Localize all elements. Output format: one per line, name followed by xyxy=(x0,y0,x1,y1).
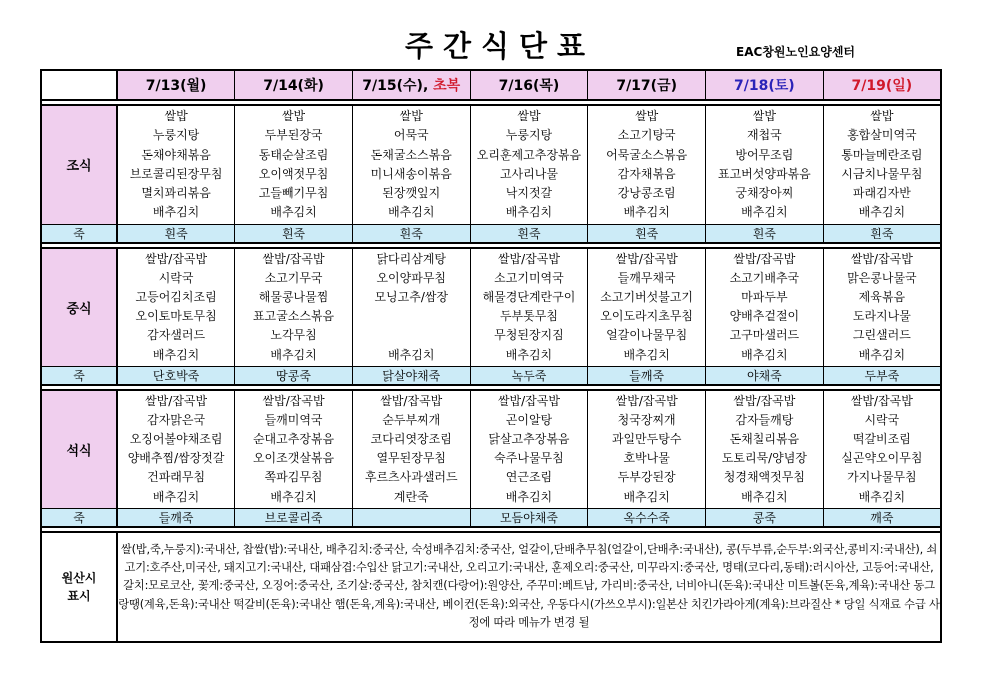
menu-item: 얼갈이나물무침 xyxy=(606,328,688,343)
menu-item: 배추김치 xyxy=(858,347,906,362)
porridge-item: 흰죽 xyxy=(235,224,353,243)
porridge-item: 들깨죽 xyxy=(117,508,235,527)
menu-cell xyxy=(470,105,588,224)
menu-item: 오리훈제고추장볶음 xyxy=(476,147,582,162)
menu-item: 계란죽 xyxy=(393,489,429,504)
menu-item: 고사리나물 xyxy=(499,166,558,181)
day-label: 7/15(수), xyxy=(362,78,434,94)
lunch-row xyxy=(41,248,941,367)
menu-item: 배추김치 xyxy=(623,205,670,220)
menu-cell xyxy=(352,248,470,367)
porridge-item: 깨죽 xyxy=(823,508,941,527)
menu-item: 파래김자반 xyxy=(852,185,911,200)
menu-cell xyxy=(588,105,706,224)
menu-item: 표고버섯양파볶음 xyxy=(717,166,811,181)
menu-item: 쌀밥/잡곡밥 xyxy=(497,393,560,408)
menu-item: 들깨미역국 xyxy=(264,412,323,427)
day-header xyxy=(117,70,235,100)
day-header xyxy=(235,70,353,100)
menu-cell xyxy=(823,105,941,224)
menu-item: 소고기버섯불고기 xyxy=(600,290,694,305)
porridge-item: 야채죽 xyxy=(706,367,824,386)
menu-item: 순두부찌개 xyxy=(382,412,441,427)
menu-item: 돈채칠리볶음 xyxy=(729,432,800,447)
menu-cell xyxy=(706,390,824,508)
menu-item: 쌀밥 xyxy=(399,109,423,124)
menu-item: 두부강된장 xyxy=(617,470,676,485)
menu-item: 실곤약오이무침 xyxy=(841,451,923,466)
menu-cell xyxy=(588,248,706,367)
lunch-label: 중식 xyxy=(41,248,117,367)
menu-item: 오이조갯살볶음 xyxy=(252,451,335,466)
menu-item: 고들빼기무침 xyxy=(258,185,329,200)
menu-item: 배추김치 xyxy=(741,205,788,220)
menu-item: 쌀밥/잡곡밥 xyxy=(733,251,796,266)
menu-item: 소고기탕국 xyxy=(617,128,676,143)
menu-item: 쌀밥/잡곡밥 xyxy=(615,251,678,266)
menu-item: 표고굴소스볶음 xyxy=(252,309,335,324)
porridge-item: 흰죽 xyxy=(470,224,588,243)
menu-item: 오징어볼야채조림 xyxy=(129,432,223,447)
menu-item: 배추김치 xyxy=(505,205,553,220)
menu-item: 쌀밥/잡곡밥 xyxy=(380,393,443,408)
menu-item: 쌀밥/잡곡밥 xyxy=(262,393,325,408)
menu-item: 배추김치 xyxy=(741,489,788,504)
menu-item: 과일만두탕수 xyxy=(611,432,682,447)
menu-cell xyxy=(470,390,588,508)
origin-label: 원산시 표시 xyxy=(41,532,117,642)
menu-item: 배추김치 xyxy=(505,489,553,504)
menu-item: 시락국 xyxy=(864,412,900,427)
menu-item: 쌀밥/잡곡밥 xyxy=(733,393,796,408)
corner-cell xyxy=(41,70,117,100)
menu-item: 미니새송이볶음 xyxy=(370,166,452,181)
menu-item: 배추김치 xyxy=(152,489,200,504)
day-header xyxy=(352,70,470,100)
menu-item: 해물콩나물찜 xyxy=(258,290,329,305)
menu-item: 연근조림 xyxy=(505,470,553,485)
porridge-item: 흰죽 xyxy=(588,224,706,243)
menu-cell xyxy=(352,390,470,508)
porridge-item: 브로콜리죽 xyxy=(235,508,353,527)
menu-item: 후르츠사과샐러드 xyxy=(364,470,458,485)
menu-item: 열무된장무침 xyxy=(376,451,447,466)
porridge-item: 흰죽 xyxy=(823,224,941,243)
menu-item: 쌀밥/잡곡밥 xyxy=(145,393,208,408)
menu-item: 어묵국 xyxy=(393,128,429,143)
day-label: 7/13(월) xyxy=(145,78,207,94)
menu-item: 쌀밥 xyxy=(870,109,894,124)
menu-item: 배추김치 xyxy=(152,347,200,362)
menu-cell xyxy=(470,248,588,367)
day-label: 7/19(일) xyxy=(851,78,913,94)
menu-item: 홍합살미역국 xyxy=(847,128,917,143)
menu-item: 두부된장국 xyxy=(264,128,323,143)
menu-item: 동태순살조림 xyxy=(258,147,329,162)
menu-item: 해물경단계란구이 xyxy=(482,290,576,305)
menu-cell xyxy=(235,248,353,367)
porridge-item: 흰죽 xyxy=(352,224,470,243)
day-header xyxy=(588,70,706,100)
menu-item: 청경채액젓무침 xyxy=(723,470,805,485)
porridge-item: 옥수수죽 xyxy=(588,508,706,527)
menu-item: 배추김치 xyxy=(858,489,906,504)
menu-item: 배추김치 xyxy=(270,347,317,362)
menu-item: 궁채장아찌 xyxy=(735,185,794,200)
dinner-row xyxy=(41,390,941,508)
menu-item: 배추김치 xyxy=(270,205,317,220)
lunch-porridge-row xyxy=(41,367,941,386)
menu-item: 통마늘메란조림 xyxy=(841,147,923,162)
breakfast-porridge-row xyxy=(41,224,941,243)
menu-item: 오이토마토무침 xyxy=(135,309,217,324)
porridge-item: 두부죽 xyxy=(823,367,941,386)
menu-item: 양배추찜/쌈장젓갈 xyxy=(127,451,225,466)
breakfast-row xyxy=(41,105,941,224)
menu-item: 강낭콩조림 xyxy=(617,185,676,200)
menu-item: 떡갈비조림 xyxy=(852,432,911,447)
menu-item: 모닝고추/쌈장 xyxy=(374,290,449,305)
menu-item: 쌀밥/잡곡밥 xyxy=(145,251,208,266)
menu-item: 쌀밥 xyxy=(752,109,776,124)
menu-item: 숙주나물무침 xyxy=(494,451,564,466)
menu-item: 시금치나물무침 xyxy=(841,166,923,181)
porridge-item: 단호박죽 xyxy=(117,367,235,386)
day-header xyxy=(706,70,824,100)
organization-name: EAC창원노인요양센터 xyxy=(736,45,856,59)
porridge-item: 콩죽 xyxy=(706,508,824,527)
menu-item: 방어무조림 xyxy=(735,147,794,162)
menu-item: 순대고추장볶음 xyxy=(252,432,335,447)
porridge-item: 흰죽 xyxy=(706,224,824,243)
day-note: 초복 xyxy=(433,78,461,94)
menu-item xyxy=(353,307,470,326)
menu-item: 들깨무채국 xyxy=(617,270,676,285)
menu-item: 배추김치 xyxy=(152,205,200,220)
menu-item: 배추김치 xyxy=(388,347,435,362)
menu-item: 쌀밥/잡곡밥 xyxy=(850,393,913,408)
porridge-item: 흰죽 xyxy=(117,224,235,243)
porridge-label: 죽 xyxy=(41,508,117,527)
menu-cell xyxy=(117,248,235,367)
porridge-label: 죽 xyxy=(41,367,117,386)
menu-item: 오이양파무침 xyxy=(376,270,447,285)
menu-cell xyxy=(235,390,353,508)
day-label: 7/16(목) xyxy=(498,78,560,94)
menu-item: 멸치꽈리볶음 xyxy=(141,185,211,200)
menu-item: 두부톳무침 xyxy=(499,309,558,324)
menu-item: 오이도라지초무침 xyxy=(600,309,694,324)
menu-item: 곤이알탕 xyxy=(505,412,553,427)
menu-item: 쌀밥 xyxy=(164,109,188,124)
menu-item: 돈채야채볶음 xyxy=(141,147,211,162)
menu-item: 배추김치 xyxy=(623,347,670,362)
day-label: 7/18(토) xyxy=(734,78,795,94)
menu-item: 쌀밥/잡곡밥 xyxy=(497,251,560,266)
dinner-porridge-row xyxy=(41,508,941,527)
menu-item: 쌀밥/잡곡밥 xyxy=(615,393,678,408)
menu-item: 누룽지탕 xyxy=(505,128,553,143)
menu-item: 그린샐러드 xyxy=(852,328,911,343)
menu-item: 소고기무국 xyxy=(264,270,323,285)
porridge-item: 모듬야채죽 xyxy=(470,508,588,527)
menu-cell xyxy=(706,248,824,367)
menu-item: 무청된장지짐 xyxy=(494,328,564,343)
menu-item: 건파래무침 xyxy=(147,470,206,485)
menu-item: 쌀밥/잡곡밥 xyxy=(262,251,325,266)
menu-item xyxy=(353,326,470,345)
menu-item: 도토리묵/양념장 xyxy=(721,451,807,466)
menu-cell xyxy=(706,105,824,224)
origin-row xyxy=(41,532,941,642)
menu-item: 쌀밥 xyxy=(281,109,306,124)
menu-cell xyxy=(823,248,941,367)
day-header xyxy=(470,70,588,100)
menu-item: 양배추겉절이 xyxy=(729,309,800,324)
menu-item: 배추김치 xyxy=(623,489,670,504)
menu-item: 닭살고추장볶음 xyxy=(488,432,570,447)
menu-item: 고구마샐러드 xyxy=(729,328,800,343)
day-header-row xyxy=(41,70,941,100)
menu-cell xyxy=(588,390,706,508)
weekly-menu-table xyxy=(40,69,942,643)
porridge-item: 들깨죽 xyxy=(588,367,706,386)
menu-item: 도라지나물 xyxy=(852,309,911,324)
porridge-item xyxy=(352,508,470,527)
menu-item: 청국장찌개 xyxy=(617,412,676,427)
menu-item: 누룽지탕 xyxy=(152,128,200,143)
menu-item: 감자샐러드 xyxy=(147,328,206,343)
origin-text: 쌀(밥,죽,누룽지):국내산, 찹쌀(밥):국내산, 배추김치:중국산, 숙성배추김치:중국산, 얼갈이,단배추무침(얼갈이,단배추:국내산), 콩(두부류,순두부:외국산,콩비지:국내산), 쇠고기:호주산,미국산, 돼지고기:국내산, 대패삼겹:수입산 닭고기:국내산, 오리고기:국내산, 훈제오리:중국산, 미꾸라지:중국산, 명태(코다리,동태):러시아산, 고등어:국내산, 갈치:모로코산, 꽃게:중국산, 오징어:중국산, 조기살:중국산, 참치캔(다랑어):원양산, 주꾸미:베트남, 가리비:중국산, 너비아니(돈육):국내산 미트볼(돈육,계육):국내산 동그랑땡(계육,돈육):국내산 떡갈비(돈육):국내산 햄(돈육,계육):국내산, 베이컨(돈육):외국산, 우동다시(가쓰오부시):일본산 치킨가라아게(계육):브라질산 * 당일 식재료 수급 사정에 따라 메뉴가 변경 될 xyxy=(117,532,941,642)
menu-item: 감자채볶음 xyxy=(617,166,676,181)
menu-item: 배추김치 xyxy=(388,205,435,220)
menu-item: 제육볶음 xyxy=(858,290,906,305)
menu-item: 된장깻잎지 xyxy=(382,185,441,200)
menu-item: 쌀밥/잡곡밥 xyxy=(850,251,913,266)
menu-item: 시락국 xyxy=(158,270,194,285)
porridge-item: 땅콩죽 xyxy=(235,367,353,386)
menu-cell xyxy=(352,105,470,224)
porridge-item: 닭살야채죽 xyxy=(352,367,470,386)
day-header xyxy=(823,70,941,100)
menu-cell xyxy=(823,390,941,508)
menu-item: 쌀밥 xyxy=(517,109,541,124)
day-label: 7/17(금) xyxy=(616,78,677,94)
porridge-item: 녹두죽 xyxy=(470,367,588,386)
menu-item: 소고기배추국 xyxy=(729,270,800,285)
menu-item: 호박나물 xyxy=(623,451,670,466)
breakfast-label: 조식 xyxy=(41,105,117,224)
menu-cell xyxy=(117,105,235,224)
menu-item: 어묵굴소스볶음 xyxy=(606,147,688,162)
menu-item: 코다리엿장조림 xyxy=(370,432,452,447)
menu-item: 노각무침 xyxy=(270,328,317,343)
porridge-label: 죽 xyxy=(41,224,117,243)
menu-item: 감자들깨탕 xyxy=(735,412,794,427)
menu-item: 마파두부 xyxy=(741,290,788,305)
menu-item: 맑은콩나물국 xyxy=(847,270,917,285)
menu-item: 배추김치 xyxy=(858,205,906,220)
menu-item: 감자맑은국 xyxy=(147,412,206,427)
menu-item: 배추김치 xyxy=(270,489,317,504)
page-title: 주간식단표 xyxy=(404,29,596,63)
menu-item: 고등어김치조림 xyxy=(135,290,217,305)
menu-item: 낙지젓갈 xyxy=(505,185,553,200)
menu-item: 쌀밥 xyxy=(635,109,659,124)
menu-item: 오이액젓무침 xyxy=(258,166,329,181)
menu-item: 배추김치 xyxy=(741,347,788,362)
menu-item: 가지나물무침 xyxy=(847,470,917,485)
menu-item: 브로콜리된장무침 xyxy=(129,166,223,181)
menu-item: 돈채굴소스볶음 xyxy=(370,147,452,162)
dinner-label: 석식 xyxy=(41,390,117,508)
menu-cell xyxy=(235,105,353,224)
menu-item: 닭다리삼계탕 xyxy=(376,251,447,266)
menu-item: 소고기미역국 xyxy=(494,270,564,285)
menu-cell xyxy=(117,390,235,508)
menu-item: 재첩국 xyxy=(746,128,782,143)
menu-item: 쪽파김무침 xyxy=(264,470,323,485)
menu-item: 배추김치 xyxy=(505,347,553,362)
day-label: 7/14(화) xyxy=(263,78,324,94)
